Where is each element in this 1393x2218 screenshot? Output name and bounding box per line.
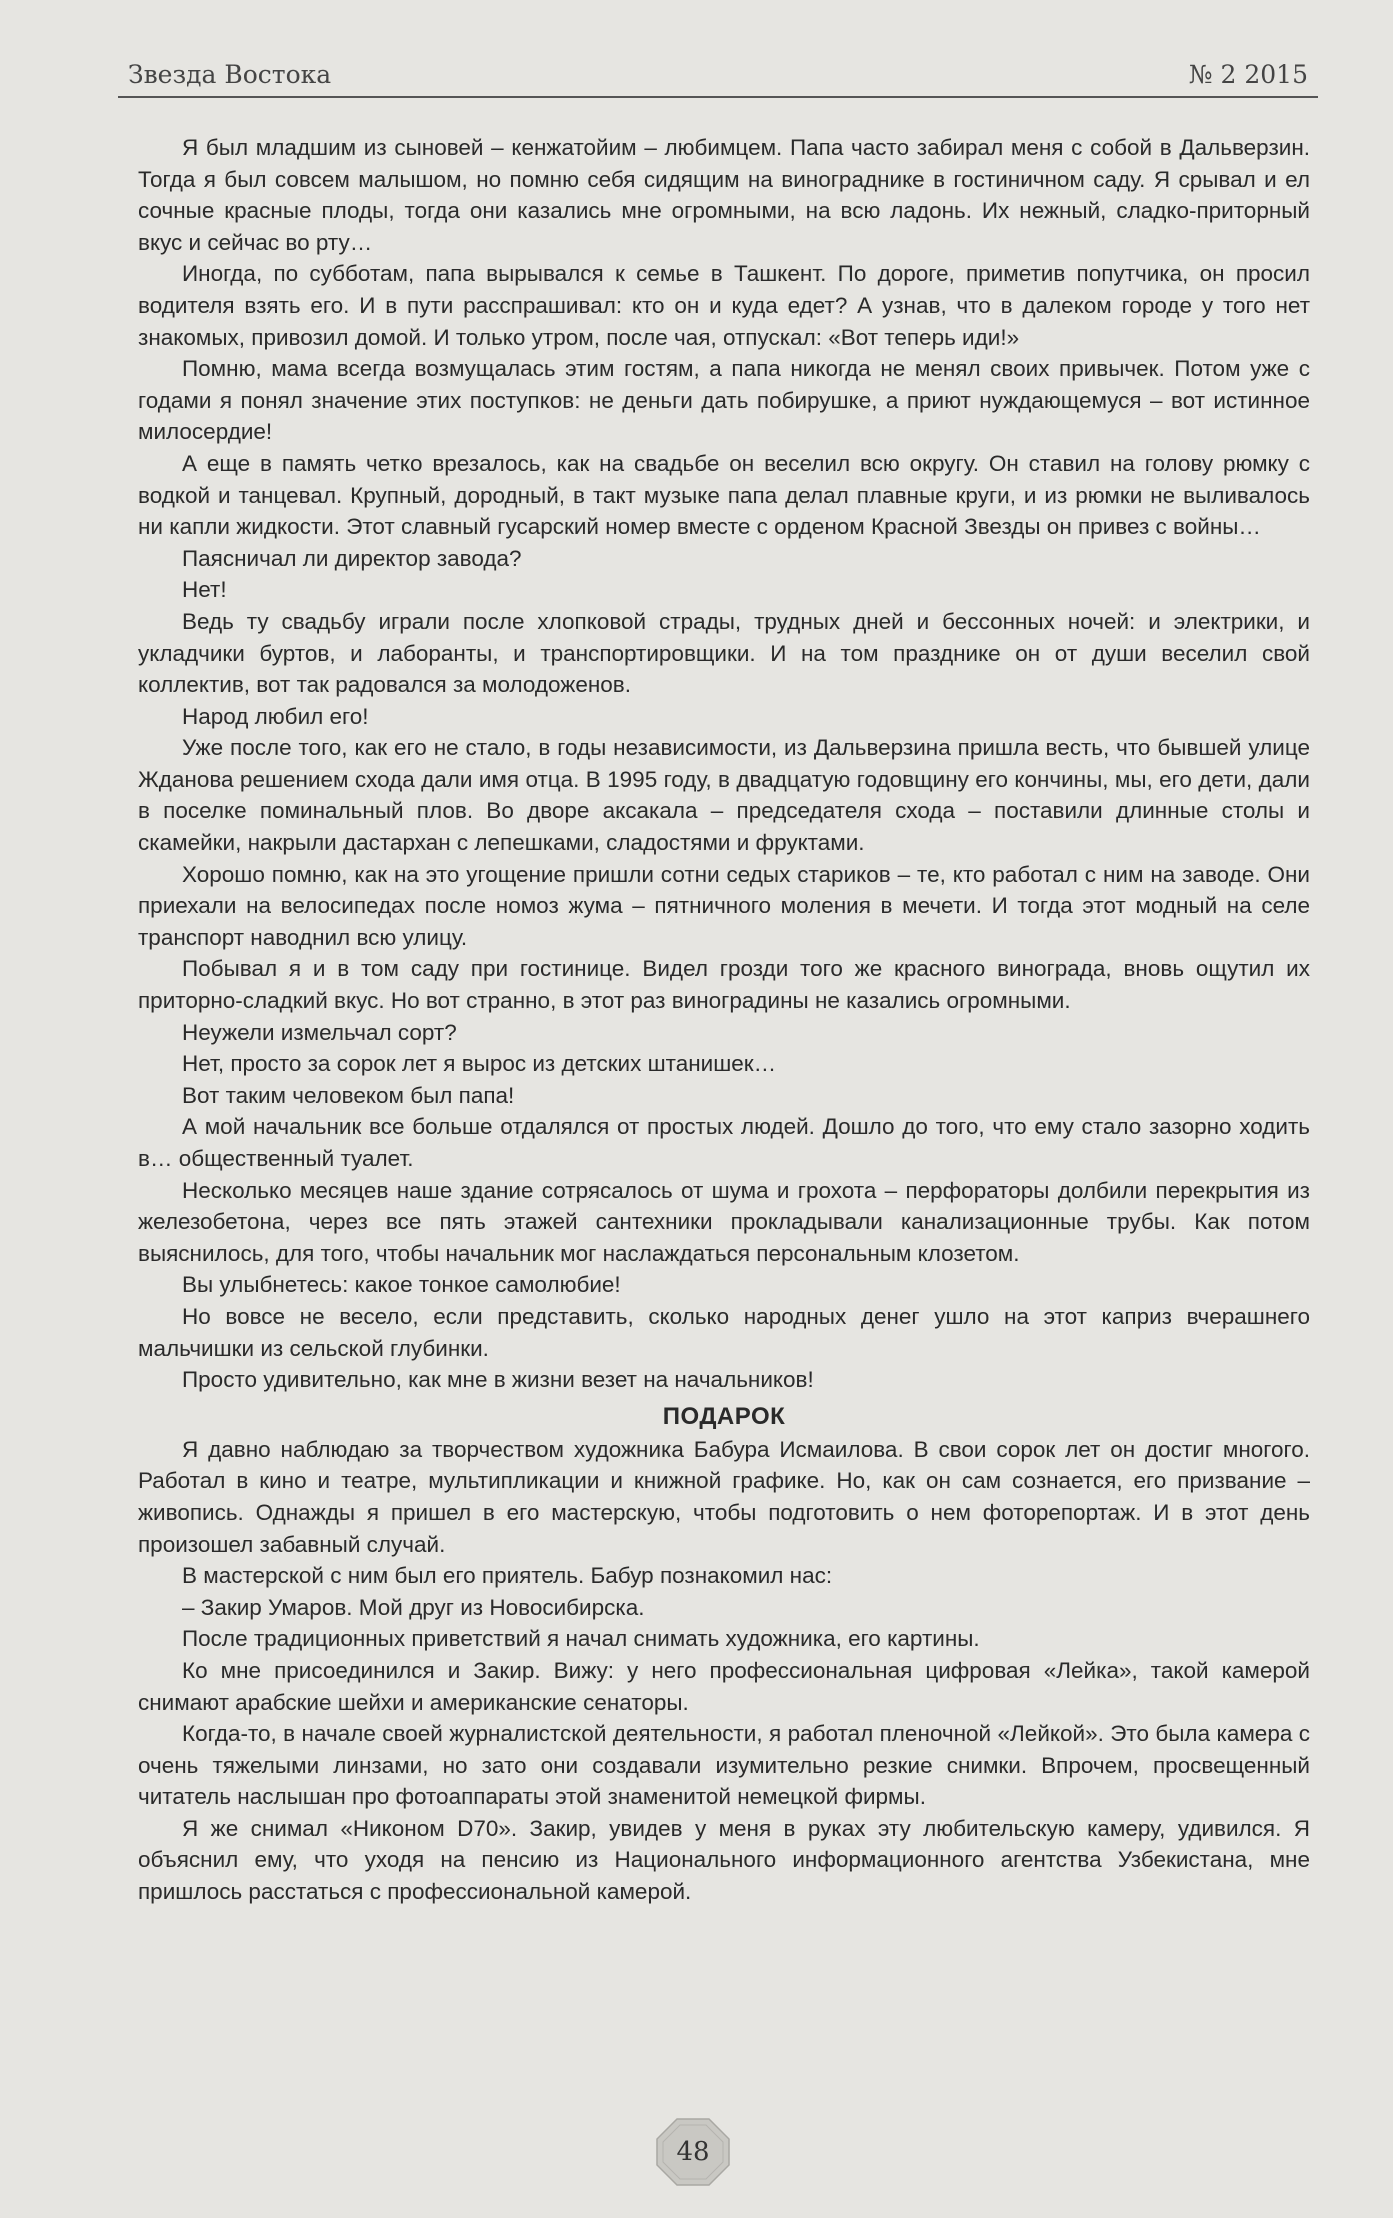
paragraph: Неужели измельчал сорт? — [182, 1019, 457, 1045]
paragraph: Ведь ту свадьбу играли после хлопковой страды, трудных дней и бессонных ночей: и электрики, и укладчики буртов, и лаборанты, и транспортировщики. И на том празднике он от души веселил свой коллектив, вот так радовался за молодоженов. — [138, 608, 1310, 698]
paragraph: Я давно наблюдаю за творчеством художника Бабура Исмаилова. В свои сорок лет он достиг многого. Работал в кино и театре, мультипликации и книжной графике. Но, как он сам сознается, его призвание – живопись. Однажды я пришел в его мастерскую, чтобы подготовить о нем фоторепортаж. И в этот день произошел забавный случай. — [138, 1436, 1310, 1557]
section-title: ПОДАРОК — [662, 1402, 786, 1430]
paragraph: Паясничал ли директор завода? — [182, 545, 522, 571]
page-number: 48 — [676, 2137, 710, 2167]
paragraph: Нет, просто за сорок лет я вырос из детских штанишек… — [182, 1051, 777, 1077]
journal-name: Звезда Востока — [128, 60, 332, 89]
paragraph: Помню, мама всегда возмущалась этим гостям, а папа никогда не менял своих привычек. Потом уже с годами я понял значение этих поступков: не деньги дать побирушке, а приют нуждающемуся – вот истинное милосердие! — [138, 356, 1310, 445]
paragraph: Я же снимал «Никоном D70». Закир, увидев у меня в руках эту любительскую камеру, удивился. Я объяснил ему, что уходя на пенсию из Национального информационного агентства Узбекистана, мне пришлось расстаться с профессиональной камерой. — [138, 1815, 1310, 1905]
paragraph: Народ любил его! — [182, 703, 369, 729]
paragraph: После традиционных приветствий я начал снимать художника, его картины. — [182, 1626, 980, 1652]
paragraph: А еще в память четко врезалось, как на свадьбе он веселил всю округу. Он ставил на голову рюмку с водкой и танцевал. Крупный, дородный, в такт музыке папа делал плавные круги, и из рюмки не выливалось ни капли жидкости. Этот славный гусарский номер вместе с орденом Красной Звезды он привез с войны… — [138, 450, 1310, 540]
paragraph: Когда-то, в начале своей журналистской деятельности, я работал пленочной «Лейкой». Это была камера с очень тяжелыми линзами, но зато они создавали изумительно резкие снимки. Впрочем, просвещенный читатель наслышан про фотоаппараты этой знаменитой немецкой фирмы. — [138, 1721, 1310, 1810]
paragraph: Ко мне присоединился и Закир. Вижу: у него профессиональная цифровая «Лейка», такой камерой снимают арабские шейхи и американские сенаторы. — [138, 1657, 1310, 1715]
paragraph: Хорошо помню, как на это угощение пришли сотни седых стариков – те, кто работал с ним на заводе. Они приехали на велосипедах после номоз жума – пятничного моления в мечети. И тогда этот модный на селе транспорт наводнил всю улицу. — [138, 861, 1310, 950]
paragraph: Иногда, по субботам, папа вырывался к семье в Ташкент. По дороге, приметив попутчика, он просил водителя взять его. И в пути расспрашивал: кто он и куда едет? А узнав, что в далеком городе у того нет знакомых, привозил домой. И только утром, после чая, отпускал: «Вот теперь иди!» — [138, 261, 1310, 350]
paragraph: А мой начальник все больше отдалялся от простых людей. Дошло до того, что ему стало зазорно ходить в… общественный туалет. — [138, 1114, 1310, 1171]
paragraph: – Закир Умаров. Мой друг из Новосибирска. — [182, 1594, 645, 1620]
page-number-badge — [655, 2117, 731, 2187]
paragraph: В мастерской с ним был его приятель. Бабур познакомил нас: — [182, 1563, 833, 1589]
paragraph: Несколько месяцев наше здание сотрясалось от шума и грохота – перфораторы долбили перекрытия из железобетона, через все пять этажей сантехники прокладывали канализационные трубы. Как потом выяснилось, для того, чтобы начальник мог наслаждаться персональным клозетом. — [138, 1177, 1310, 1266]
paragraph: Уже после того, как его не стало, в годы независимости, из Дальверзина пришла весть, что бывшей улице Жданова решением схода дали имя отца. В 1995 году, в двадцатую годовщину его кончины, мы, его дети, дали в поселке поминальный плов. Во дворе аксакала – председателя схода – поставили длинные столы и скамейки, накрыли дастархан с лепешками, сладостями и фруктами. — [138, 735, 1310, 856]
paragraph: Побывал я и в том саду при гостинице. Видел грозди того же красного винограда, вновь ощутил их приторно-сладкий вкус. Но вот странно, в этот раз виноградины не казались огромными. — [138, 956, 1310, 1014]
paragraph: Вы улыбнетесь: какое тонкое самолюбие! — [182, 1272, 621, 1298]
paragraph: Но вовсе не весело, если представить, сколько народных денег ушло на этот каприз вчерашнего мальчишки из сельской глубинки. — [138, 1303, 1310, 1361]
paragraph: Я был младшим из сыновей – кенжатойим – любимцем. Папа часто забирал меня с собой в Дальверзин. Тогда я был совсем малышом, но помню себя сидящим на винограднике в гостиничном саду. Я срывал и ел сочные красные плоды, тогда они казались мне огромными, на всю ладонь. Их нежный, сладко-приторный вкус и сейчас во рту… — [138, 135, 1310, 255]
paragraph: Нет! — [182, 577, 227, 603]
running-header — [118, 58, 1318, 98]
article-body — [138, 132, 1310, 1908]
paragraph: Вот таким человеком был папа! — [182, 1082, 515, 1108]
paragraph: Просто удивительно, как мне в жизни везет на начальников! — [182, 1367, 814, 1393]
issue-number: № 2 2015 — [1188, 60, 1308, 89]
